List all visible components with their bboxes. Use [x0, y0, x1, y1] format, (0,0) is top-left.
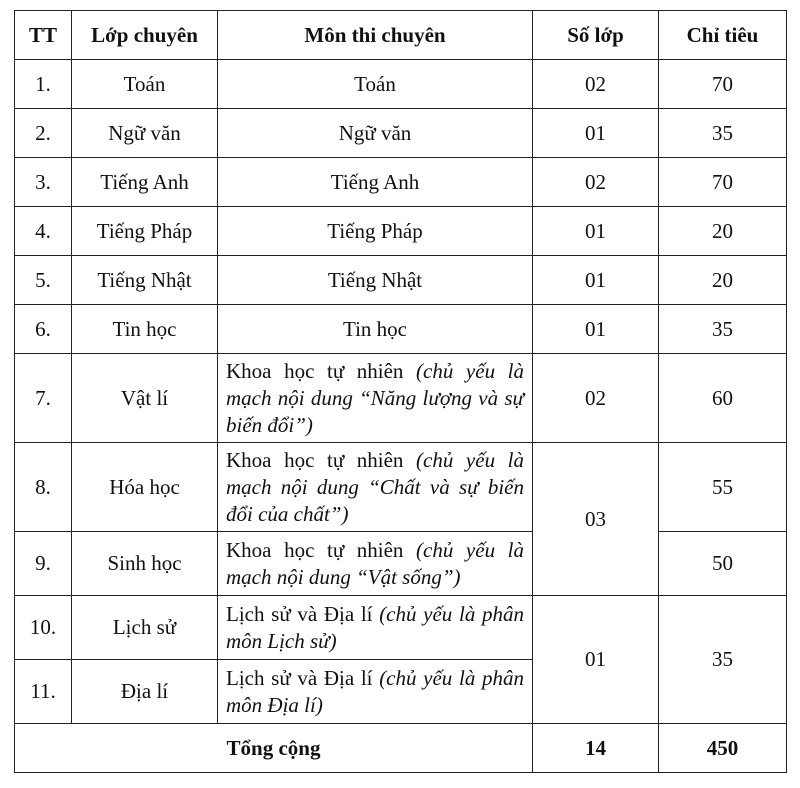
mon-main: Khoa học tự nhiên [226, 537, 417, 562]
cell-so-lop-merged: 03 [533, 443, 659, 596]
cell-chi-tieu: 50 [659, 532, 787, 596]
cell-lop: Hóa học [72, 443, 218, 532]
header-lop-chuyen: Lớp chuyên [72, 11, 218, 60]
cell-chi-tieu-merged: 35 [659, 596, 787, 724]
cell-tt: 6. [15, 305, 72, 354]
table-row [15, 109, 787, 158]
mon-main: Lịch sử và Địa lí [226, 601, 380, 626]
table-row [15, 60, 787, 109]
cell-lop: Toán [72, 60, 218, 109]
cell-tt: 2. [15, 109, 72, 158]
cell-tt: 10. [15, 596, 72, 660]
cell-lop: Tiếng Pháp [72, 207, 218, 256]
cell-chi-tieu: 35 [659, 109, 787, 158]
cell-so-lop: 02 [533, 158, 659, 207]
total-chi-tieu: 450 [659, 724, 787, 773]
cell-tt: 3. [15, 158, 72, 207]
mon-note: (chủ yếu là phân môn Lịch sử) [226, 601, 524, 653]
cell-so-lop: 02 [533, 60, 659, 109]
cell-tt: 8. [15, 443, 72, 532]
cell-tt: 9. [15, 532, 72, 596]
cell-lop: Lịch sử [72, 596, 218, 660]
cell-chi-tieu: 70 [659, 60, 787, 109]
cell-lop: Tiếng Nhật [72, 256, 218, 305]
cell-so-lop-merged: 01 [533, 596, 659, 724]
header-row [15, 11, 787, 60]
total-row [15, 724, 787, 773]
cell-mon [218, 660, 533, 724]
cell-mon [218, 532, 533, 596]
cell-tt: 7. [15, 354, 72, 443]
table-row [15, 596, 787, 660]
header-mon-thi-chuyen: Môn thi chuyên [218, 11, 533, 60]
cell-tt: 5. [15, 256, 72, 305]
total-label: Tổng cộng [15, 724, 533, 773]
admission-quota-table [14, 10, 787, 773]
mon-main: Khoa học tự nhiên [226, 358, 417, 383]
cell-chi-tieu: 70 [659, 158, 787, 207]
table-row [15, 256, 787, 305]
cell-so-lop: 01 [533, 305, 659, 354]
cell-tt: 4. [15, 207, 72, 256]
header-chi-tieu: Chỉ tiêu [659, 11, 787, 60]
cell-chi-tieu: 35 [659, 305, 787, 354]
cell-mon: Ngữ văn [218, 109, 533, 158]
cell-lop: Tiếng Anh [72, 158, 218, 207]
cell-mon: Tiếng Anh [218, 158, 533, 207]
mon-main: Lịch sử và Địa lí [226, 665, 380, 690]
cell-lop: Địa lí [72, 660, 218, 724]
table-row [15, 443, 787, 532]
mon-note: (chủ yếu là phân môn Địa lí) [226, 665, 524, 717]
mon-note: (chủ yếu là mạch nội dung “Chất và sự biến đổi của chất”) [226, 447, 524, 526]
cell-chi-tieu: 20 [659, 207, 787, 256]
mon-main: Khoa học tự nhiên [226, 447, 417, 472]
cell-chi-tieu: 20 [659, 256, 787, 305]
table-row [15, 207, 787, 256]
table-row [15, 532, 787, 596]
cell-tt: 11. [15, 660, 72, 724]
cell-mon: Toán [218, 60, 533, 109]
cell-tt: 1. [15, 60, 72, 109]
table-row [15, 305, 787, 354]
mon-note: (chủ yếu là mạch nội dung “Năng lượng và sự biến đổi”) [226, 358, 524, 437]
header-so-lop: Số lớp [533, 11, 659, 60]
cell-mon [218, 596, 533, 660]
cell-lop: Ngữ văn [72, 109, 218, 158]
header-tt: TT [15, 11, 72, 60]
cell-lop: Tin học [72, 305, 218, 354]
cell-mon: Tiếng Nhật [218, 256, 533, 305]
total-so-lop: 14 [533, 724, 659, 773]
cell-chi-tieu: 55 [659, 443, 787, 532]
cell-so-lop: 01 [533, 256, 659, 305]
cell-so-lop: 01 [533, 109, 659, 158]
cell-mon: Tin học [218, 305, 533, 354]
cell-chi-tieu: 60 [659, 354, 787, 443]
table-row [15, 158, 787, 207]
cell-mon: Tiếng Pháp [218, 207, 533, 256]
cell-lop: Vật lí [72, 354, 218, 443]
table-row [15, 354, 787, 443]
cell-mon [218, 443, 533, 532]
cell-so-lop: 01 [533, 207, 659, 256]
cell-so-lop: 02 [533, 354, 659, 443]
cell-mon [218, 354, 533, 443]
mon-note: (chủ yếu là mạch nội dung “Vật sống”) [226, 537, 524, 589]
cell-lop: Sinh học [72, 532, 218, 596]
